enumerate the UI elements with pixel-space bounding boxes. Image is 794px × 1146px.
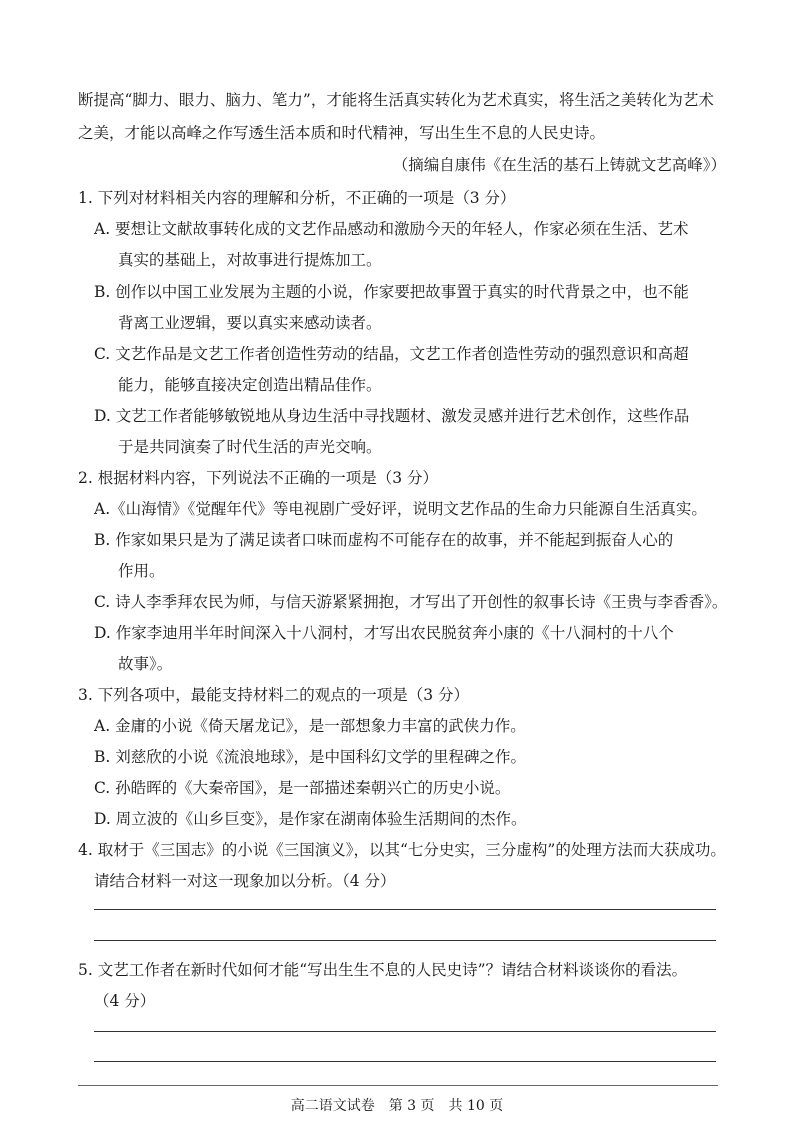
question-1-option-a-cont: 真实的基础上，对故事进行提炼加工。 <box>118 251 382 269</box>
question-1-option-d-cont: 于是共同演奏了时代生活的声光交响。 <box>118 438 382 456</box>
question-2-option-b: B. 作家如果只是为了满足读者口味而虚构不可能存在的故事，并不能起到振奋人心的 <box>94 531 674 549</box>
question-5-stem-cont: （4 分） <box>94 992 156 1010</box>
question-1-stem: 1. 下列对材料相关内容的理解和分析，不正确的一项是（3 分） <box>78 189 516 207</box>
question-3-stem: 3. 下列各项中，最能支持材料二的观点的一项是（3 分） <box>78 686 470 704</box>
question-1-option-a: A. 要想让文献故事转化成的文艺作品感动和激励今天的年轻人，作家必须在生活、艺术 <box>94 220 689 238</box>
answer-line[interactable] <box>94 909 716 910</box>
question-4-stem: 4. 取材于《三国志》的小说《三国演义》，以其“七分史实，三分虚构”的处理方法而大获成功。 <box>78 841 726 859</box>
question-2-stem: 2. 根据材料内容，下列说法不正确的一项是（3 分） <box>78 469 439 487</box>
question-3-option-a: A. 金庸的小说《倚天屠龙记》，是一部想象力丰富的武侠力作。 <box>94 717 526 735</box>
question-1-option-b-cont: 背离工业逻辑，要以真实来感动读者。 <box>118 314 382 332</box>
question-5-stem: 5. 文艺工作者在新时代如何才能“写出生生不息的人民史诗”？请结合材料谈谈你的看法。 <box>78 961 688 979</box>
question-1-option-b: B. 创作以中国工业发展为主题的小说，作家要把故事置于真实的时代背景之中，也不能 <box>94 283 689 301</box>
question-1-option-c-cont: 能力，能够直接决定创造出精品佳作。 <box>118 376 382 394</box>
question-2-option-d: D. 作家李迪用半年时间深入十八洞村，才写出农民脱贫奔小康的《十八洞村的十八个 <box>94 624 674 642</box>
answer-line[interactable] <box>94 940 716 941</box>
question-3-option-c: C. 孙皓晖的《大秦帝国》，是一部描述秦朝兴亡的历史小说。 <box>94 779 511 797</box>
question-2-option-a: A.《山海情》《觉醒年代》等电视剧广受好评，说明文艺作品的生命力只能源自生活真实。 <box>94 500 707 518</box>
question-2-option-d-cont: 故事》。 <box>118 655 173 673</box>
question-4-stem-cont: 请结合材料一对这一现象加以分析。（4 分） <box>94 872 396 890</box>
question-3-option-b: B. 刘慈欣的小说《流浪地球》，是中国科幻文学的里程碑之作。 <box>94 748 526 766</box>
passage-source: （摘编自康伟《在生活的基石上铸就文艺高峰》） <box>392 156 726 174</box>
question-3-option-d: D. 周立波的《山乡巨变》，是作家在湖南体验生活期间的杰作。 <box>94 810 527 828</box>
question-1-option-c: C. 文艺作品是文艺工作者创造性劳动的结晶，文艺工作者创造性劳动的强烈意识和高超 <box>94 345 689 363</box>
question-1-option-d: D. 文艺工作者能够敏锐地从身边生活中寻找题材、激发灵感并进行艺术创作，这些作品 <box>94 407 690 425</box>
passage-line-2: 之美，才能以高峰之作写透生活本质和时代精神，写出生生不息的人民史诗。 <box>78 124 606 142</box>
page-footer: 高二语文试卷 第 3 页 共 10 页 <box>290 1098 504 1114</box>
answer-line[interactable] <box>94 1061 716 1062</box>
passage-line-1: 断提高“脚力、眼力、脑力、笔力”，才能将生活真实转化为艺术真实，将生活之美转化为艺术 <box>78 91 714 109</box>
question-2-option-c: C. 诗人李季拜农民为师，与信天游紧紧拥抱，才写出了开创性的叙事长诗《王贵与李香香》。 <box>94 593 728 611</box>
footer-divider <box>78 1085 718 1086</box>
answer-line[interactable] <box>94 1031 716 1032</box>
question-2-option-b-cont: 作用。 <box>118 562 165 580</box>
